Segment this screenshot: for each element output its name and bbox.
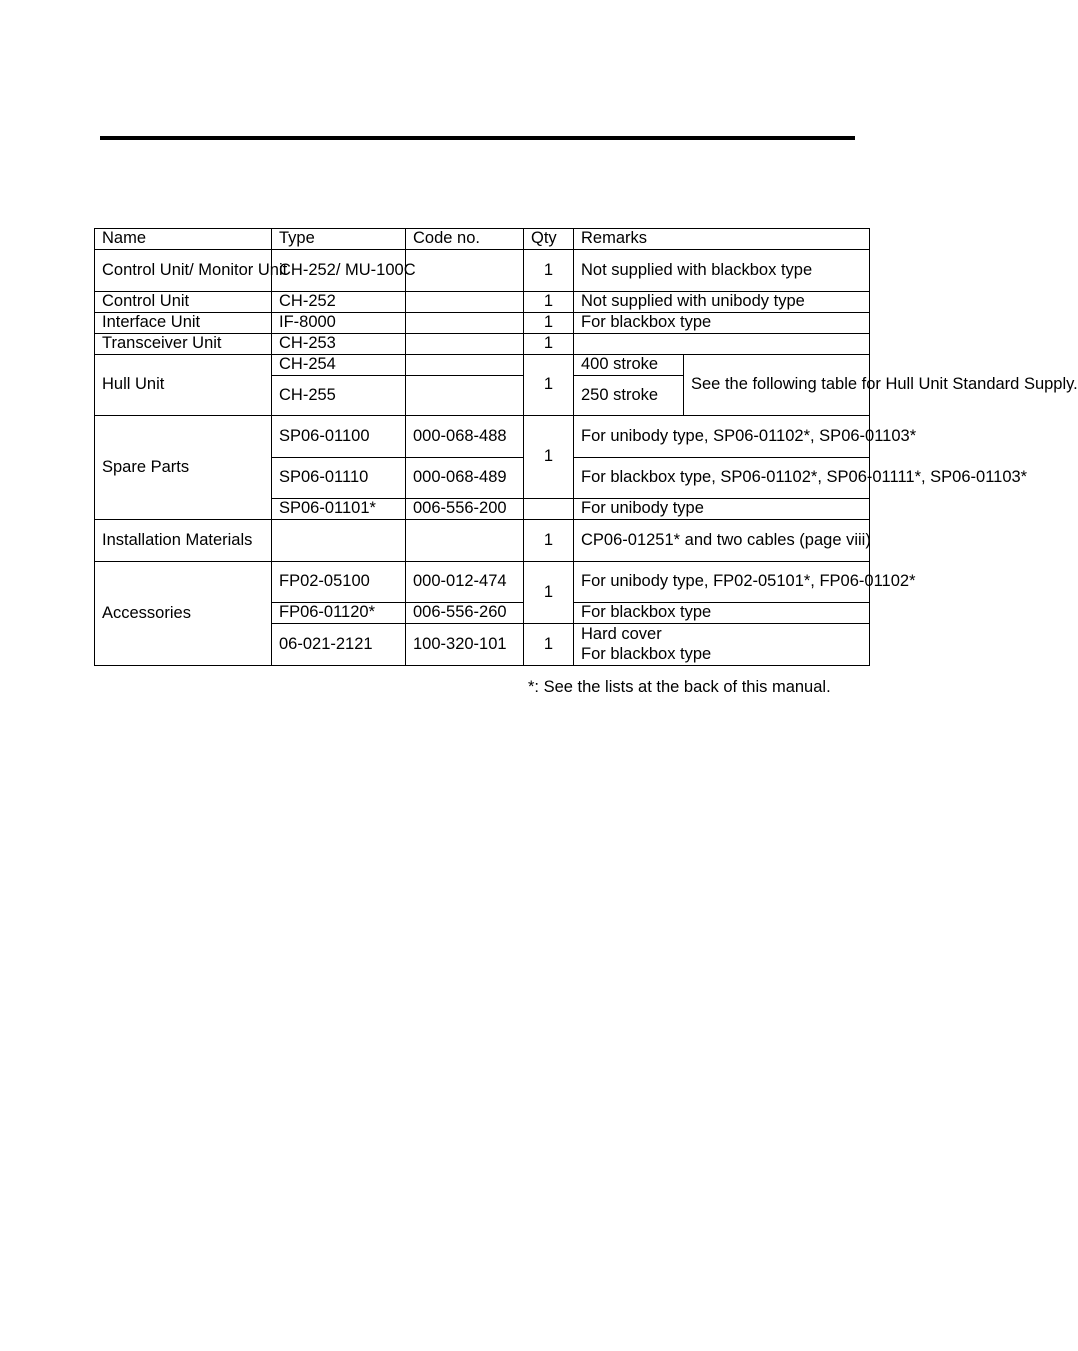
cell-type: FP06-01120*	[272, 603, 406, 624]
cell-qty: 1	[524, 250, 574, 292]
cell-remarks: For unibody type, FP02-05101*, FP06-01102*	[574, 562, 870, 603]
cell-code: 100-320-101	[406, 624, 524, 666]
cell-code	[406, 334, 524, 355]
cell-type: CH-252/ MU-100C	[272, 250, 406, 292]
cell-code: 000-068-488	[406, 416, 524, 458]
cell-name: Interface Unit	[95, 313, 272, 334]
header-qty: Qty	[524, 229, 574, 250]
cell-remarks	[574, 624, 870, 666]
cell-type: CH-252	[272, 292, 406, 313]
cell-name: Control Unit/ Monitor Unit	[95, 250, 272, 292]
cell-type: CH-254	[272, 355, 406, 376]
cell-name: Transceiver Unit	[95, 334, 272, 355]
cell-name: Control Unit	[95, 292, 272, 313]
equipment-list-table	[94, 228, 1078, 666]
cell-qty: 1	[524, 416, 574, 499]
remarks-line: Hard cover	[581, 625, 662, 643]
cell-code: 006-556-200	[406, 499, 524, 520]
table-row	[95, 416, 870, 458]
cell-remarks: For unibody type, SP06-01102*, SP06-01103*	[574, 416, 870, 458]
cell-type: IF-8000	[272, 313, 406, 334]
cell-qty: 1	[524, 624, 574, 666]
table-row	[95, 313, 870, 334]
cell-qty: 1	[524, 313, 574, 334]
cell-remarks: For blackbox type	[574, 603, 870, 624]
footnote: *: See the lists at the back of this manual.	[528, 678, 831, 696]
cell-qty: 1	[524, 520, 574, 562]
table-row	[95, 355, 870, 376]
cell-qty: 1	[524, 562, 574, 624]
cell-remarks: CP06-01251* and two cables (page viii)	[574, 520, 870, 562]
table-row	[95, 334, 870, 355]
cell-code	[406, 520, 524, 562]
cell-remarks: For blackbox type	[574, 313, 870, 334]
cell-remarks: For blackbox type, SP06-01102*, SP06-01111*, SP06-01103*	[574, 458, 870, 499]
cell-code	[406, 292, 524, 313]
cell-qty: 1	[524, 334, 574, 355]
cell-name: Spare Parts	[95, 416, 272, 520]
cell-stroke: 400 stroke	[574, 355, 684, 376]
cell-code: 006-556-260	[406, 603, 524, 624]
cell-code	[406, 250, 524, 292]
cell-type: FP02-05100	[272, 562, 406, 603]
header-type: Type	[272, 229, 406, 250]
table-row	[95, 292, 870, 313]
cell-name: Accessories	[95, 562, 272, 666]
header-remarks: Remarks	[574, 229, 870, 250]
cell-remarks: Not supplied with unibody type	[574, 292, 870, 313]
cell-code: 000-068-489	[406, 458, 524, 499]
cell-type: CH-253	[272, 334, 406, 355]
cell-code	[406, 313, 524, 334]
cell-type: SP06-01110	[272, 458, 406, 499]
cell-type: 06-021-2121	[272, 624, 406, 666]
table-row	[95, 562, 870, 603]
cell-type	[272, 520, 406, 562]
cell-remarks: For unibody type	[574, 499, 870, 520]
table-header-row	[95, 229, 870, 250]
cell-remarks: Not supplied with blackbox type	[574, 250, 870, 292]
cell-qty: 1	[524, 355, 574, 416]
header-code: Code no.	[406, 229, 524, 250]
cell-code	[406, 355, 524, 376]
cell-qty: 1	[524, 292, 574, 313]
cell-stroke: 250 stroke	[574, 376, 684, 416]
cell-remarks	[574, 334, 870, 355]
header-name: Name	[95, 229, 272, 250]
cell-type: SP06-01100	[272, 416, 406, 458]
header-rule	[100, 136, 855, 140]
table-row	[95, 250, 870, 292]
cell-code: 000-012-474	[406, 562, 524, 603]
cell-type: CH-255	[272, 376, 406, 416]
table-row	[95, 520, 870, 562]
cell-code	[406, 376, 524, 416]
cell-name: Hull Unit	[95, 355, 272, 416]
cell-hull-note: See the following table for Hull Unit Standard Supply.	[684, 355, 870, 416]
cell-type: SP06-01101*	[272, 499, 406, 520]
cell-name: Installation Materials	[95, 520, 272, 562]
remarks-line: For blackbox type	[581, 644, 712, 663]
cell-qty	[524, 499, 574, 520]
